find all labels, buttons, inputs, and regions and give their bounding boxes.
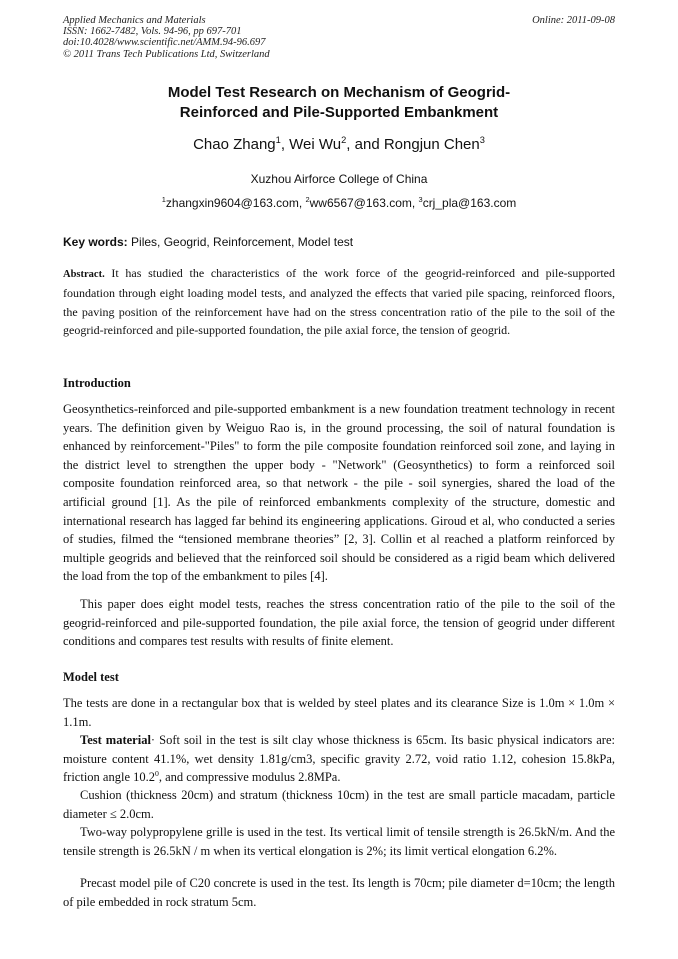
title-line-1: Model Test Research on Mechanism of Geogrid- — [167, 84, 511, 101]
author-3: Rongjun Chen — [383, 136, 480, 153]
keywords-label: Key words: — [63, 235, 128, 249]
author-2: Wei Wu — [289, 136, 342, 153]
model-test-paragraph-5: Precast model pile of C20 concrete is used in the test. Its length is 70cm; pile diameter d=10cm; the length of pile embedded in rock stratum 5cm. — [63, 876, 615, 909]
paper-title — [63, 83, 615, 122]
email-3[interactable]: crj_pla@163.com — [422, 196, 517, 210]
test-material-label: Test material — [80, 733, 151, 747]
author-3-affil: 3 — [479, 135, 485, 145]
section-heading-introduction: Introduction — [63, 376, 131, 390]
test-material-tail: , and compressive modulus 2.8MPa. — [158, 770, 341, 785]
journal-doi[interactable]: doi:10.4028/www.scientific.net/AMM.94-96.697 — [63, 37, 266, 49]
section-heading-model-test: Model test — [63, 670, 119, 684]
title-line-2: Reinforced and Pile-Supported Embankment — [179, 103, 499, 121]
email-3-marker: 3 — [418, 195, 423, 204]
author-list — [63, 136, 615, 153]
model-test-paragraph-3: Cushion (thickness 20cm) and stratum (thickness 10cm) in the test are small particle macadam, particle diameter ≤ 2.0cm. — [63, 788, 615, 821]
author-separator-and: , and — [346, 136, 384, 153]
abstract-label: Abstract. — [63, 269, 105, 280]
email-separator: , — [298, 196, 306, 210]
author-1-affil: 1 — [275, 135, 281, 145]
degree-superscript: 0 — [155, 769, 159, 779]
abstract — [63, 264, 615, 339]
email-2[interactable]: ww6567@163.com — [309, 196, 412, 210]
journal-name: Applied Mechanics and Materials — [63, 15, 206, 26]
introduction-paragraph-2: This paper does eight model tests, reaches the stress concentration ratio of the pile to the soil of the geogrid-reinforced and pile-supported foundation, the pile axial force, the tension of geogrid under different conditions and compares test results with results of finite element. — [63, 597, 615, 649]
author-separator: , — [280, 136, 290, 153]
abstract-text: It has studied the characteristics of the work force of the geogrid-reinforced and pile-supported foundation through eight loading model tests, and analyzed the effects that varied pile spacing, reinforced floors, the paving position of the reinforcement have had on the stress concentration ratio of the pile to the soil of the geogrid-reinforced and pile-supported foundation, the pile axial force, the tension of geogrid. — [63, 266, 615, 337]
model-test-paragraph-1: The tests are done in a rectangular box that is welded by steel plates and its clearance Size is 1.0m × 1.0m × 1.1m. — [63, 696, 615, 729]
keywords — [63, 235, 615, 249]
keywords-text: Piles, Geogrid, Reinforcement, Model test — [127, 235, 354, 249]
email-1-marker: 1 — [161, 195, 166, 204]
online-date: Online: 2011-09-08 — [532, 15, 615, 26]
model-test-paragraph-4: Two-way polypropylene grille is used in the test. Its vertical limit of tensile strength is 26.5kN/m. And the tensile strength is 26.5kN / m when its vertical elongation is 2%; its limit vertical elongation 6.2%. — [63, 825, 615, 858]
model-test-paragraph-2 — [63, 731, 615, 787]
author-1: Chao Zhang — [193, 136, 276, 153]
affiliation: Xuzhou Airforce College of China — [250, 172, 428, 186]
journal-issn: ISSN: 1662-7482, Vols. 94-96, pp 697-701 — [63, 26, 242, 38]
email-2-marker: 2 — [305, 195, 310, 204]
introduction-paragraph-1: Geosynthetics-reinforced and pile-supported embankment is a new foundation treatment technology in recent years. The definition given by Weiguo Rao is, in the ground processing, the soil of natural foundation is enhanced by reinforcement-"Piles" to form the pile composite foundation reinforced soil zone, and laying in the district level to strengthen the upper body - "Network" (Geosynthetics) to form a reinforced soil composite foundation reinforced area, so that network - the pile - soil synergies, shared the load of the artificial ground [1]. As the pile of reinforced embankments complexity of the structure, domestic and international research has lagged far behind its engineering applications. Giroud et al, who conducted a series of studies, filmed the “tensioned membrane theories” [2, 3]. Collin et al reached a platform reinforced by multiple geogrids and believed that the reinforced soil should be considered as a rigid beam which delivered the load from the top of the embankment to piles [4]. — [63, 402, 615, 584]
journal-header — [63, 15, 615, 60]
journal-copyright: © 2011 Trans Tech Publications Ltd, Switzerland — [63, 48, 270, 60]
email-1[interactable]: zhangxin9604@163.com — [165, 196, 299, 210]
test-material-text: · Soft soil in the test is silt clay whose thickness is 65cm. Its basic physical indicators are: moisture content 41.1%, wet density 1.81g/cm3, specific gravity 2.72, void ratio 1.12, cohesion 15.8kPa, friction angle 10.2 — [63, 733, 615, 785]
author-2-affil: 2 — [341, 135, 347, 145]
email-separator: , — [411, 196, 419, 210]
email-list — [63, 196, 615, 210]
